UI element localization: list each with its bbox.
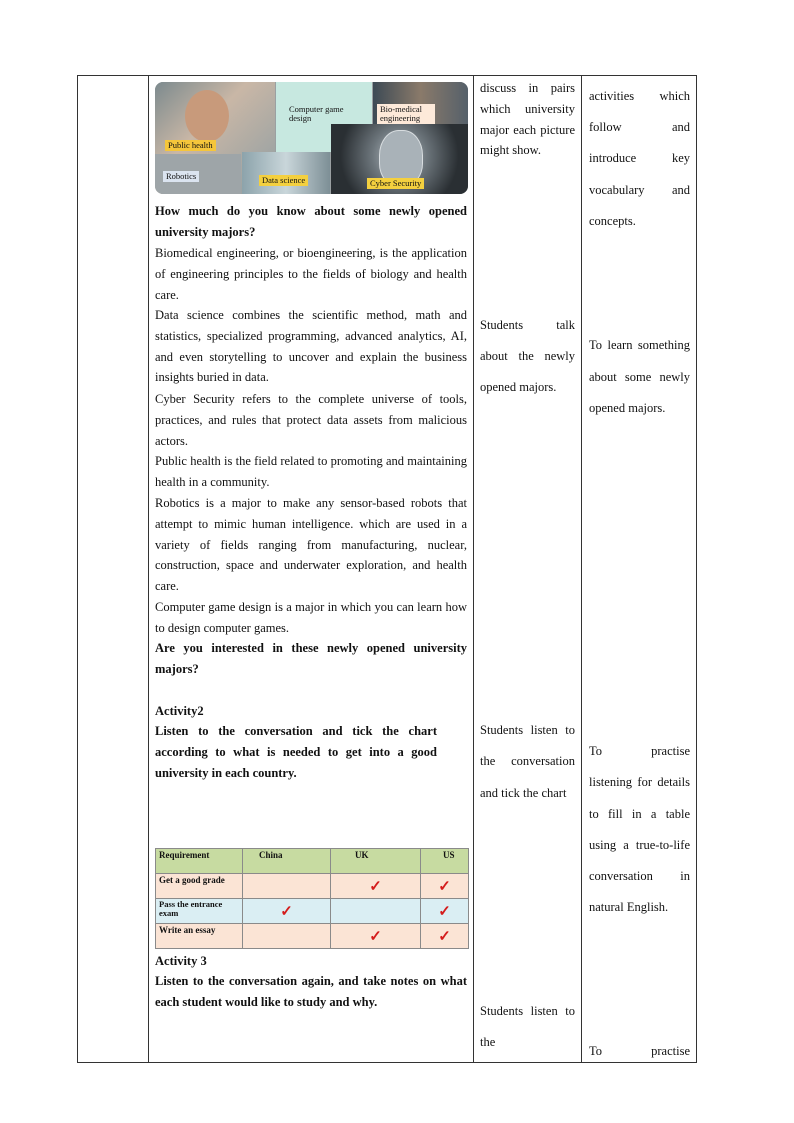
chart-cell-china: ✓ — [243, 899, 331, 924]
paragraph-robotics: Robotics is a major to make any sensor-based robots that attempt to mimic human intelligence. which are used in a variety of fields ranging from manufacturing, nuclear, construction, space and underwater exploration, and health care. — [155, 496, 467, 594]
purpose-learn-majors: To learn something about some newly opened majors. — [589, 338, 690, 415]
question-newly-opened-majors: How much do you know about some newly opened university majors? — [155, 204, 467, 239]
data-science-photo — [242, 152, 330, 194]
chart-header-us: US — [421, 849, 469, 874]
paragraph-public-health: Public health is the field related to promoting and maintaining health in a community. — [155, 454, 467, 489]
chart-cell-label: Get a good grade — [156, 874, 243, 899]
activity2-instructions: Listen to the conversation and tick the chart according to what is needed to get into a good university in each country. — [155, 724, 437, 780]
chart-row — [156, 899, 469, 924]
label-data-science: Data science — [259, 175, 308, 186]
chart-cell-label: Pass the entrance exam — [156, 899, 243, 924]
table-top-border — [77, 75, 697, 76]
chart-cell-us: ✓ — [421, 874, 469, 899]
label-public-health: Public health — [165, 140, 216, 151]
students-activity-discuss: discuss in pairs which university major each picture might show. — [480, 81, 575, 158]
purpose-practise-listening: To practise listening for details to fill in a table using a true-to-life conversation in natural English. — [589, 744, 690, 915]
purpose-introduce-vocabulary: activities which follow and introduce key vocabulary and concepts. — [589, 89, 690, 228]
paragraph-biomedical: Biomedical engineering, or bioengineering, is the application of engineering principles to the fields of biology and health care. — [155, 246, 467, 302]
table-col-border-3 — [581, 75, 582, 1063]
activity3-instructions: Listen to the conversation again, and take notes on what each student would like to study and why. — [155, 974, 467, 1009]
chart-header-uk: UK — [331, 849, 421, 874]
purpose-practise-more: To practise — [589, 1044, 690, 1058]
paragraph-cyber-security: Cyber Security refers to the complete universe of tools, practices, and rules that protect data assets from malicious actors. — [155, 392, 467, 448]
majors-collage-image — [155, 82, 468, 194]
chart-cell-uk: ✓ — [331, 924, 421, 949]
requirements-chart — [155, 848, 469, 949]
activity3-title: Activity 3 — [155, 954, 207, 968]
table-col-border-0 — [77, 75, 78, 1063]
chart-row — [156, 874, 469, 899]
table-col-border-4 — [696, 75, 697, 1063]
label-computer-game: Computer game design — [289, 104, 344, 123]
chart-row — [156, 924, 469, 949]
students-activity-listen-tick: Students listen to the conversation and tick the chart — [480, 723, 575, 800]
chart-cell-us: ✓ — [421, 899, 469, 924]
table-col-border-1 — [148, 75, 149, 1063]
chart-header-requirement: Requirement — [156, 849, 243, 874]
chart-cell-china — [243, 924, 331, 949]
chart-header-china: China — [243, 849, 331, 874]
label-biomedical: Bio-medical engineering — [377, 104, 435, 124]
question-interested: Are you interested in these newly opened university majors? — [155, 641, 467, 676]
chart-cell-us: ✓ — [421, 924, 469, 949]
chart-cell-label: Write an essay — [156, 924, 243, 949]
chart-cell-china — [243, 874, 331, 899]
students-activity-listen-notes: Students listen to the — [480, 1004, 575, 1050]
chart-cell-uk: ✓ — [331, 874, 421, 899]
label-cyber-security: Cyber Security — [367, 178, 424, 189]
table-bottom-border — [77, 1062, 697, 1063]
paragraph-computer-game: Computer game design is a major in which you can learn how to design computer games. — [155, 600, 467, 635]
label-robotics: Robotics — [163, 171, 199, 182]
paragraph-data-science: Data science combines the scientific method, math and statistics, specialized programming, advanced analytics, AI, and even storytelling to uncover and explain the business insights buried in data. — [155, 308, 467, 385]
activity2-title: Activity2 — [155, 704, 204, 718]
students-activity-talk: Students talk about the newly opened majors. — [480, 318, 575, 394]
table-col-border-2 — [473, 75, 474, 1063]
chart-cell-uk — [331, 899, 421, 924]
girl-face-shape — [185, 90, 229, 142]
